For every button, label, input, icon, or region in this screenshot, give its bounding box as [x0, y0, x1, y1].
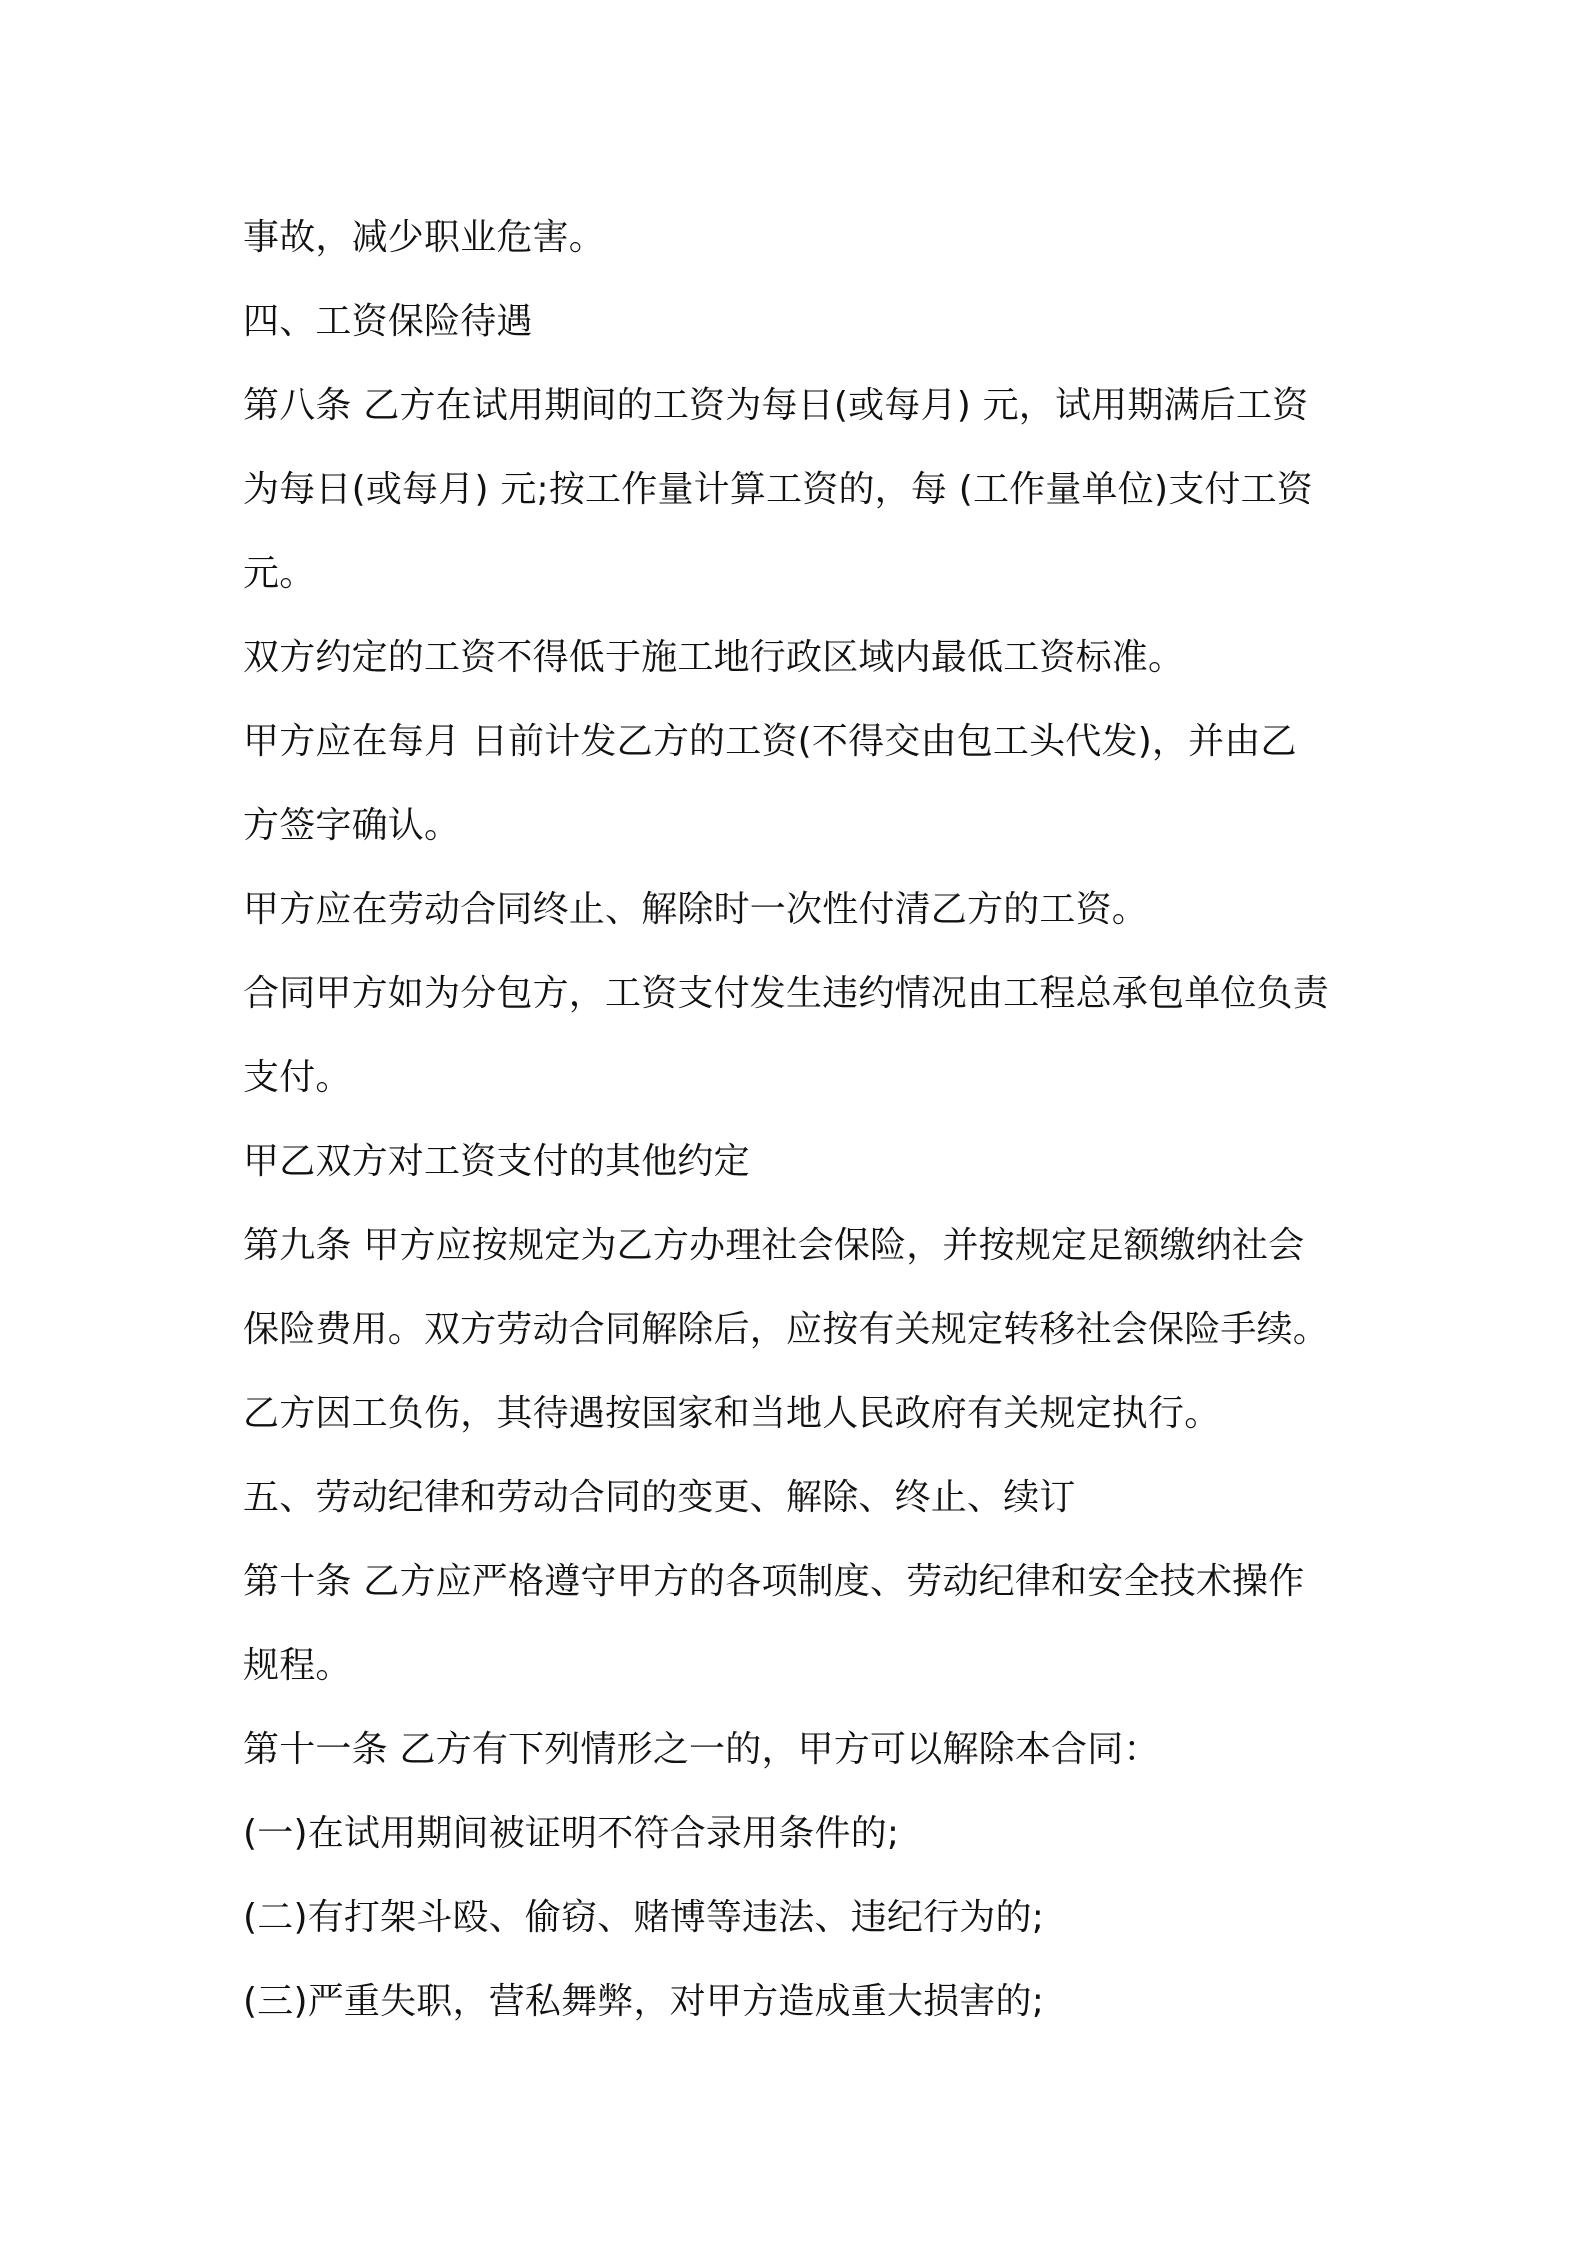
text-line: 规程。: [243, 1645, 352, 1686]
text-line: 支付。: [243, 1057, 352, 1098]
text-line: 第十条 乙方应严格遵守甲方的各项制度、劳动纪律和安全技术操作: [243, 1561, 1305, 1602]
text-line: 合同甲方如为分包方，工资支付发生违约情况由工程总承包单位负责: [243, 973, 1330, 1014]
section-heading: 五、劳动纪律和劳动合同的变更、解除、终止、续订: [243, 1477, 1076, 1518]
section-heading: 四、工资保险待遇: [243, 301, 533, 342]
text-line: 乙方因工负伤，其待遇按国家和当地人民政府有关规定执行。: [243, 1393, 1221, 1434]
text-line: 双方约定的工资不得低于施工地行政区域内最低工资标准。: [243, 637, 1185, 678]
document-body: [243, 196, 1363, 2044]
text-line: 甲方应在每月 日前计发乙方的工资(不得交由包工头代发)，并由乙: [243, 721, 1297, 762]
text-line: 第九条 甲方应按规定为乙方办理社会保险，并按规定足额缴纳社会: [243, 1225, 1305, 1266]
text-line: 保险费用。双方劳动合同解除后，应按有关规定转移社会保险手续。: [243, 1309, 1330, 1350]
text-line: 元。: [243, 553, 316, 594]
list-item: (一)在试用期间被证明不符合录用条件的;: [243, 1813, 900, 1854]
list-item: (三)严重失职，营私舞弊，对甲方造成重大损害的;: [243, 1981, 1045, 2022]
text-line: 甲方应在劳动合同终止、解除时一次性付清乙方的工资。: [243, 889, 1149, 930]
text-line: 方签字确认。: [243, 805, 461, 846]
text-line: 甲乙双方对工资支付的其他约定: [243, 1141, 750, 1182]
text-line: 为每日(或每月) 元;按工作量计算工资的，每 (工作量单位)支付工资: [243, 469, 1313, 510]
text-line: 第十一条 乙方有下列情形之一的，甲方可以解除本合同：: [243, 1729, 1160, 1770]
text-line: 第八条 乙方在试用期间的工资为每日(或每月) 元，试用期满后工资: [243, 385, 1309, 426]
text-line: 事故，减少职业危害。: [243, 217, 606, 258]
list-item: (二)有打架斗殴、偷窃、赌博等违法、违纪行为的;: [243, 1897, 1045, 1938]
